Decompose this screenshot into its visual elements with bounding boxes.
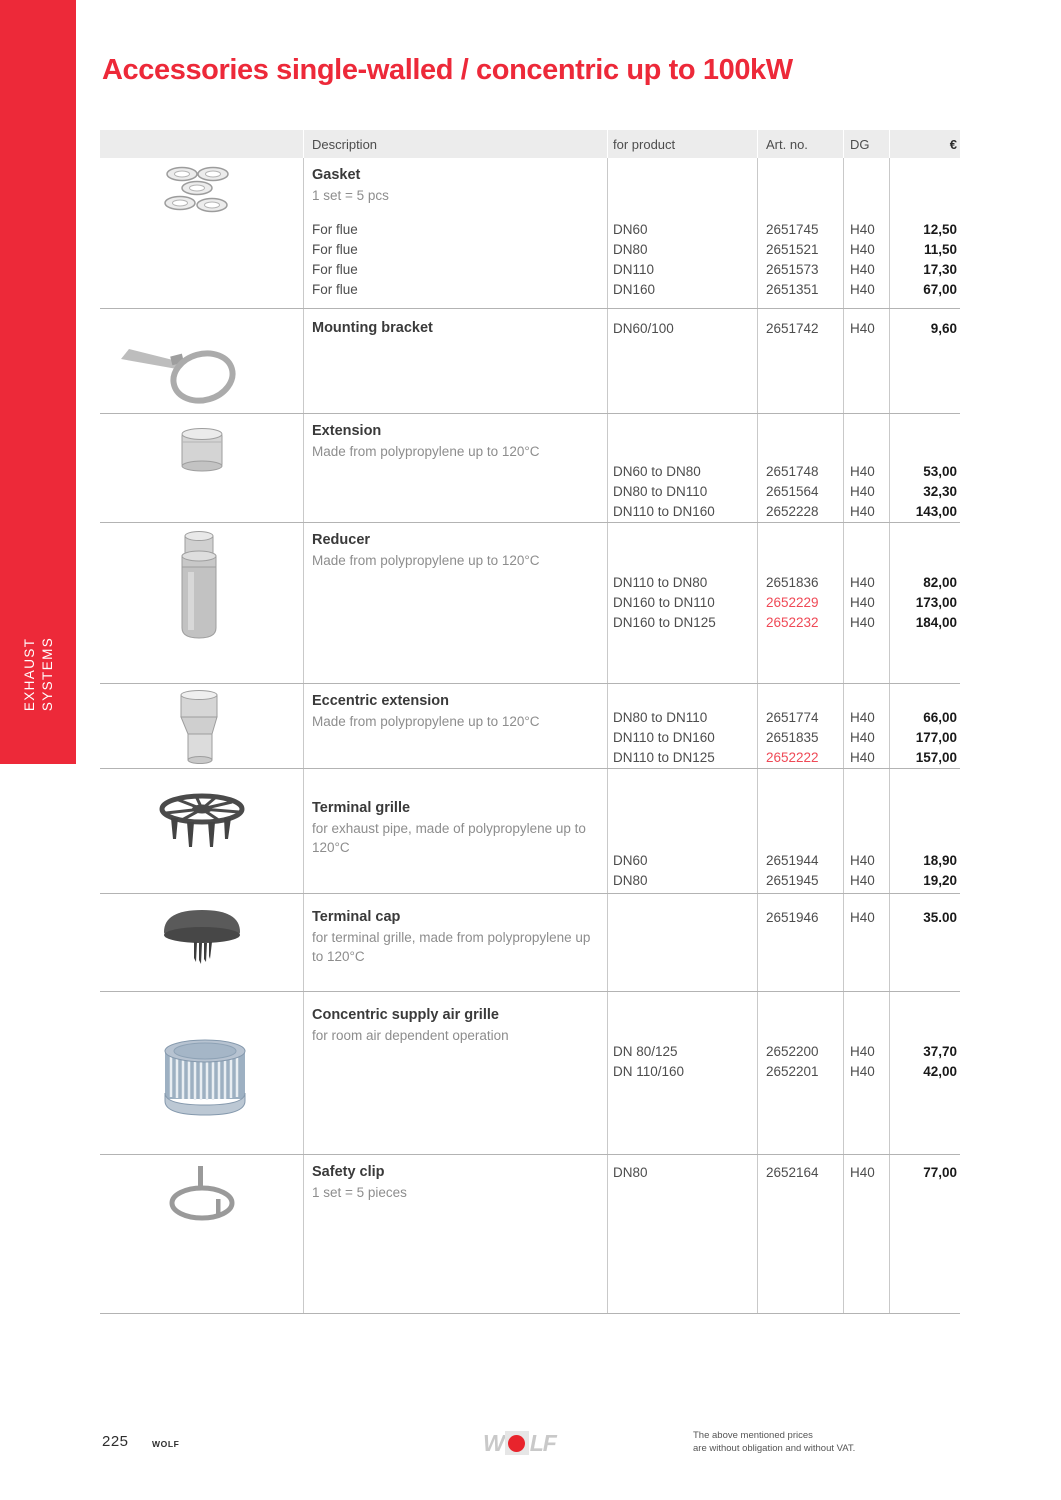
item-price: 53,00: [923, 464, 957, 479]
art-no-cell: [757, 894, 843, 991]
header-price-euro: €: [889, 130, 960, 158]
dg-cell: [843, 684, 889, 768]
item-dg: H40: [850, 595, 875, 610]
art-no-cell: [757, 1155, 843, 1313]
item-artno: 2651573: [766, 262, 819, 277]
item-artno: 2651564: [766, 484, 819, 499]
image-cell: [100, 414, 303, 522]
image-cell: [100, 1155, 303, 1313]
item-artno: 2651351: [766, 282, 819, 297]
description-cell: [303, 414, 607, 522]
page-title: Accessories single-walled / concentric up to 100kW: [102, 54, 793, 86]
item-product: DN110 to DN80: [613, 575, 708, 590]
reducer-pipe-image: [168, 530, 230, 646]
art-no-cell: [757, 309, 843, 413]
product-subtitle: Made from polypropylene up to 120°C: [312, 714, 540, 729]
product-title: Reducer: [312, 532, 371, 548]
for-product-cell: [607, 414, 757, 522]
gasket-rings-image: [155, 164, 255, 219]
item-product: DN 80/125: [613, 1044, 678, 1059]
page-number: 225: [102, 1433, 129, 1450]
description-cell: [303, 992, 607, 1154]
item-product: DN60: [613, 853, 648, 868]
item-price: 157,00: [915, 750, 957, 765]
header-blank: [100, 130, 303, 158]
item-product: DN 110/160: [613, 1064, 685, 1079]
price-cell: [889, 523, 960, 683]
price-disclaimer-line2: are without obligation and without VAT.: [693, 1443, 856, 1454]
item-product: DN80 to DN110: [613, 484, 708, 499]
item-artno: 2651774: [766, 710, 819, 725]
item-artno: 2652164: [766, 1165, 819, 1180]
product-subtitle: for exhaust pipe, made of polypropylene up to 120°C: [312, 821, 586, 855]
item-artno: 2652228: [766, 504, 819, 519]
item-dg: H40: [850, 615, 875, 630]
description-cell: [303, 684, 607, 768]
item-price: 143,00: [915, 504, 957, 519]
item-artno: 2651742: [766, 321, 819, 336]
for-product-cell: [607, 1155, 757, 1313]
item-artno-red: 2652232: [766, 615, 819, 630]
product-title: Eccentric extension: [312, 693, 449, 709]
product-subtitle: Made from polypropylene up to 120°C: [312, 553, 540, 568]
table-row-mounting-bracket: [100, 309, 960, 414]
for-product-cell: [607, 523, 757, 683]
item-dg: H40: [850, 710, 875, 725]
dg-cell: [843, 992, 889, 1154]
item-product: DN60: [613, 222, 648, 237]
item-price: 37,70: [923, 1044, 957, 1059]
item-artno: 2651521: [766, 242, 819, 257]
item-dg: H40: [850, 1044, 875, 1059]
item-product: DN60/100: [613, 321, 674, 336]
item-artno: 2651946: [766, 910, 819, 925]
image-cell: [100, 894, 303, 991]
item-price: 18,90: [923, 853, 957, 868]
table-row-eccentric-extension: [100, 684, 960, 769]
product-subtitle: 1 set = 5 pcs: [312, 188, 389, 203]
table-row-extension: [100, 414, 960, 523]
for-product-cell: [607, 992, 757, 1154]
description-cell: [303, 769, 607, 893]
section-tab-label: [21, 637, 57, 711]
item-product: DN110 to DN160: [613, 504, 715, 519]
table-row-terminal-cap: [100, 894, 960, 992]
item-price: 173,00: [915, 595, 957, 610]
price-cell: [889, 414, 960, 522]
product-title: Extension: [312, 423, 382, 439]
item-price: 17,30: [923, 262, 957, 277]
item-product: DN80: [613, 873, 648, 888]
product-subtitle: for terminal grille, made from polypropylene up to 120°C: [312, 930, 591, 964]
item-product: DN80 to DN110: [613, 710, 708, 725]
dg-cell: [843, 769, 889, 893]
item-dg: H40: [850, 575, 875, 590]
item-price: 184,00: [915, 615, 957, 630]
image-cell: [100, 769, 303, 893]
item-dg: H40: [850, 730, 875, 745]
safety-clip-image: [158, 1163, 250, 1223]
price-cell: [889, 894, 960, 991]
description-cell: [303, 1155, 607, 1313]
item-price: 32,30: [923, 484, 957, 499]
art-no-cell: [757, 769, 843, 893]
description-cell: [303, 523, 607, 683]
accessories-table: [100, 130, 960, 1314]
price-cell: [889, 309, 960, 413]
item-dg: H40: [850, 853, 875, 868]
item-artno-red: 2652229: [766, 595, 819, 610]
image-cell: [100, 992, 303, 1154]
description-cell: [303, 158, 607, 308]
brand-small-label: WOLF: [152, 1439, 180, 1449]
item-label: For flue: [312, 282, 358, 297]
item-product: DN60 to DN80: [613, 464, 701, 479]
item-price: 19,20: [923, 873, 957, 888]
item-price: 77,00: [923, 1165, 957, 1180]
wolf-logo-letter-w: W: [483, 1429, 504, 1456]
table-row-terminal-grille: [100, 769, 960, 894]
wolf-logo-o-box: [505, 1431, 529, 1455]
table-row-reducer: [100, 523, 960, 684]
image-cell: [100, 523, 303, 683]
product-title: Terminal cap: [312, 909, 401, 925]
item-artno: 2652201: [766, 1064, 819, 1079]
item-dg: H40: [850, 242, 875, 257]
dg-cell: [843, 894, 889, 991]
image-cell: [100, 158, 303, 308]
item-product: DN80: [613, 1165, 648, 1180]
concentric-supply-air-grille-image: [156, 1037, 254, 1119]
art-no-cell: [757, 414, 843, 522]
item-artno: 2651748: [766, 464, 819, 479]
wolf-logo-letters-lf: LF: [529, 1429, 556, 1456]
item-dg: H40: [850, 750, 875, 765]
item-dg: H40: [850, 464, 875, 479]
dg-cell: [843, 1155, 889, 1313]
art-no-cell: [757, 158, 843, 308]
product-title: Mounting bracket: [312, 320, 433, 336]
item-dg: H40: [850, 262, 875, 277]
table-row-safety-clip: [100, 1155, 960, 1314]
item-label: For flue: [312, 242, 358, 257]
item-artno: 2651835: [766, 730, 819, 745]
for-product-cell: [607, 684, 757, 768]
price-cell: [889, 769, 960, 893]
item-dg: H40: [850, 910, 875, 925]
for-product-cell: [607, 894, 757, 991]
item-price: 66,00: [923, 710, 957, 725]
extension-pipe-image: [170, 426, 234, 476]
item-product: DN80: [613, 242, 648, 257]
header-description: Description: [303, 130, 607, 158]
image-cell: [100, 309, 303, 413]
item-product: DN110: [613, 262, 655, 277]
table-row-gasket: [100, 158, 960, 309]
table-row-concentric-supply-air-grille: [100, 992, 960, 1155]
product-title: Gasket: [312, 167, 361, 183]
item-product: DN110 to DN160: [613, 730, 715, 745]
product-title: Concentric supply air grille: [312, 1007, 499, 1023]
header-dg: DG: [843, 130, 889, 158]
item-price: 42,00: [923, 1064, 957, 1079]
item-dg: H40: [850, 1165, 875, 1180]
mounting-bracket-image: [115, 319, 255, 407]
item-product: DN160 to DN110: [613, 595, 715, 610]
section-tab: [0, 0, 76, 764]
image-cell: [100, 684, 303, 768]
price-disclaimer-line1: The above mentioned prices: [693, 1430, 813, 1441]
item-artno: 2651836: [766, 575, 819, 590]
product-subtitle: 1 set = 5 pieces: [312, 1185, 407, 1200]
section-tab-line1: EXHAUST: [22, 637, 37, 712]
description-cell: [303, 894, 607, 991]
item-product: DN160: [613, 282, 656, 297]
description-cell: [303, 309, 607, 413]
item-dg: H40: [850, 282, 875, 297]
item-dg: H40: [850, 222, 875, 237]
item-price: 82,00: [923, 575, 957, 590]
item-artno: 2651945: [766, 873, 819, 888]
header-art-no: Art. no.: [757, 130, 843, 158]
product-subtitle: for room air dependent operation: [312, 1028, 509, 1043]
item-dg: H40: [850, 1064, 875, 1079]
item-artno: 2651745: [766, 222, 819, 237]
item-price: 177,00: [915, 730, 957, 745]
terminal-cap-image: [152, 902, 252, 966]
wolf-logo-red-dot-icon: [508, 1435, 525, 1452]
header-for-product: for product: [607, 130, 757, 158]
art-no-cell: [757, 684, 843, 768]
item-price: 11,50: [923, 242, 957, 257]
eccentric-extension-image: [176, 690, 226, 766]
dg-cell: [843, 309, 889, 413]
item-price: 9,60: [930, 321, 957, 336]
art-no-cell: [757, 523, 843, 683]
price-disclaimer: [693, 1429, 855, 1455]
dg-cell: [843, 414, 889, 522]
terminal-grille-image: [152, 791, 252, 849]
art-no-cell: [757, 992, 843, 1154]
dg-cell: [843, 523, 889, 683]
item-artno: 2651944: [766, 853, 819, 868]
for-product-cell: [607, 158, 757, 308]
item-price: 12,50: [923, 222, 957, 237]
item-product: DN160 to DN125: [613, 615, 716, 630]
section-tab-line2: SYSTEMS: [40, 636, 55, 712]
item-product: DN110 to DN125: [613, 750, 715, 765]
item-dg: H40: [850, 484, 875, 499]
table-header-row: [100, 130, 960, 158]
item-dg: H40: [850, 873, 875, 888]
for-product-cell: [607, 309, 757, 413]
price-cell: [889, 1155, 960, 1313]
product-title: Terminal grille: [312, 800, 411, 816]
item-price: 67,00: [923, 282, 957, 297]
item-label: For flue: [312, 262, 358, 277]
price-cell: [889, 158, 960, 308]
item-artno: 2652200: [766, 1044, 819, 1059]
item-dg: H40: [850, 321, 875, 336]
product-subtitle: Made from polypropylene up to 120°C: [312, 444, 540, 459]
for-product-cell: [607, 769, 757, 893]
item-label: For flue: [312, 222, 358, 237]
price-cell: [889, 992, 960, 1154]
item-dg: H40: [850, 504, 875, 519]
product-title: Safety clip: [312, 1164, 385, 1180]
item-price: 35.00: [923, 910, 957, 925]
wolf-logo: [483, 1430, 556, 1456]
dg-cell: [843, 158, 889, 308]
price-cell: [889, 684, 960, 768]
item-artno-red: 2652222: [766, 750, 819, 765]
